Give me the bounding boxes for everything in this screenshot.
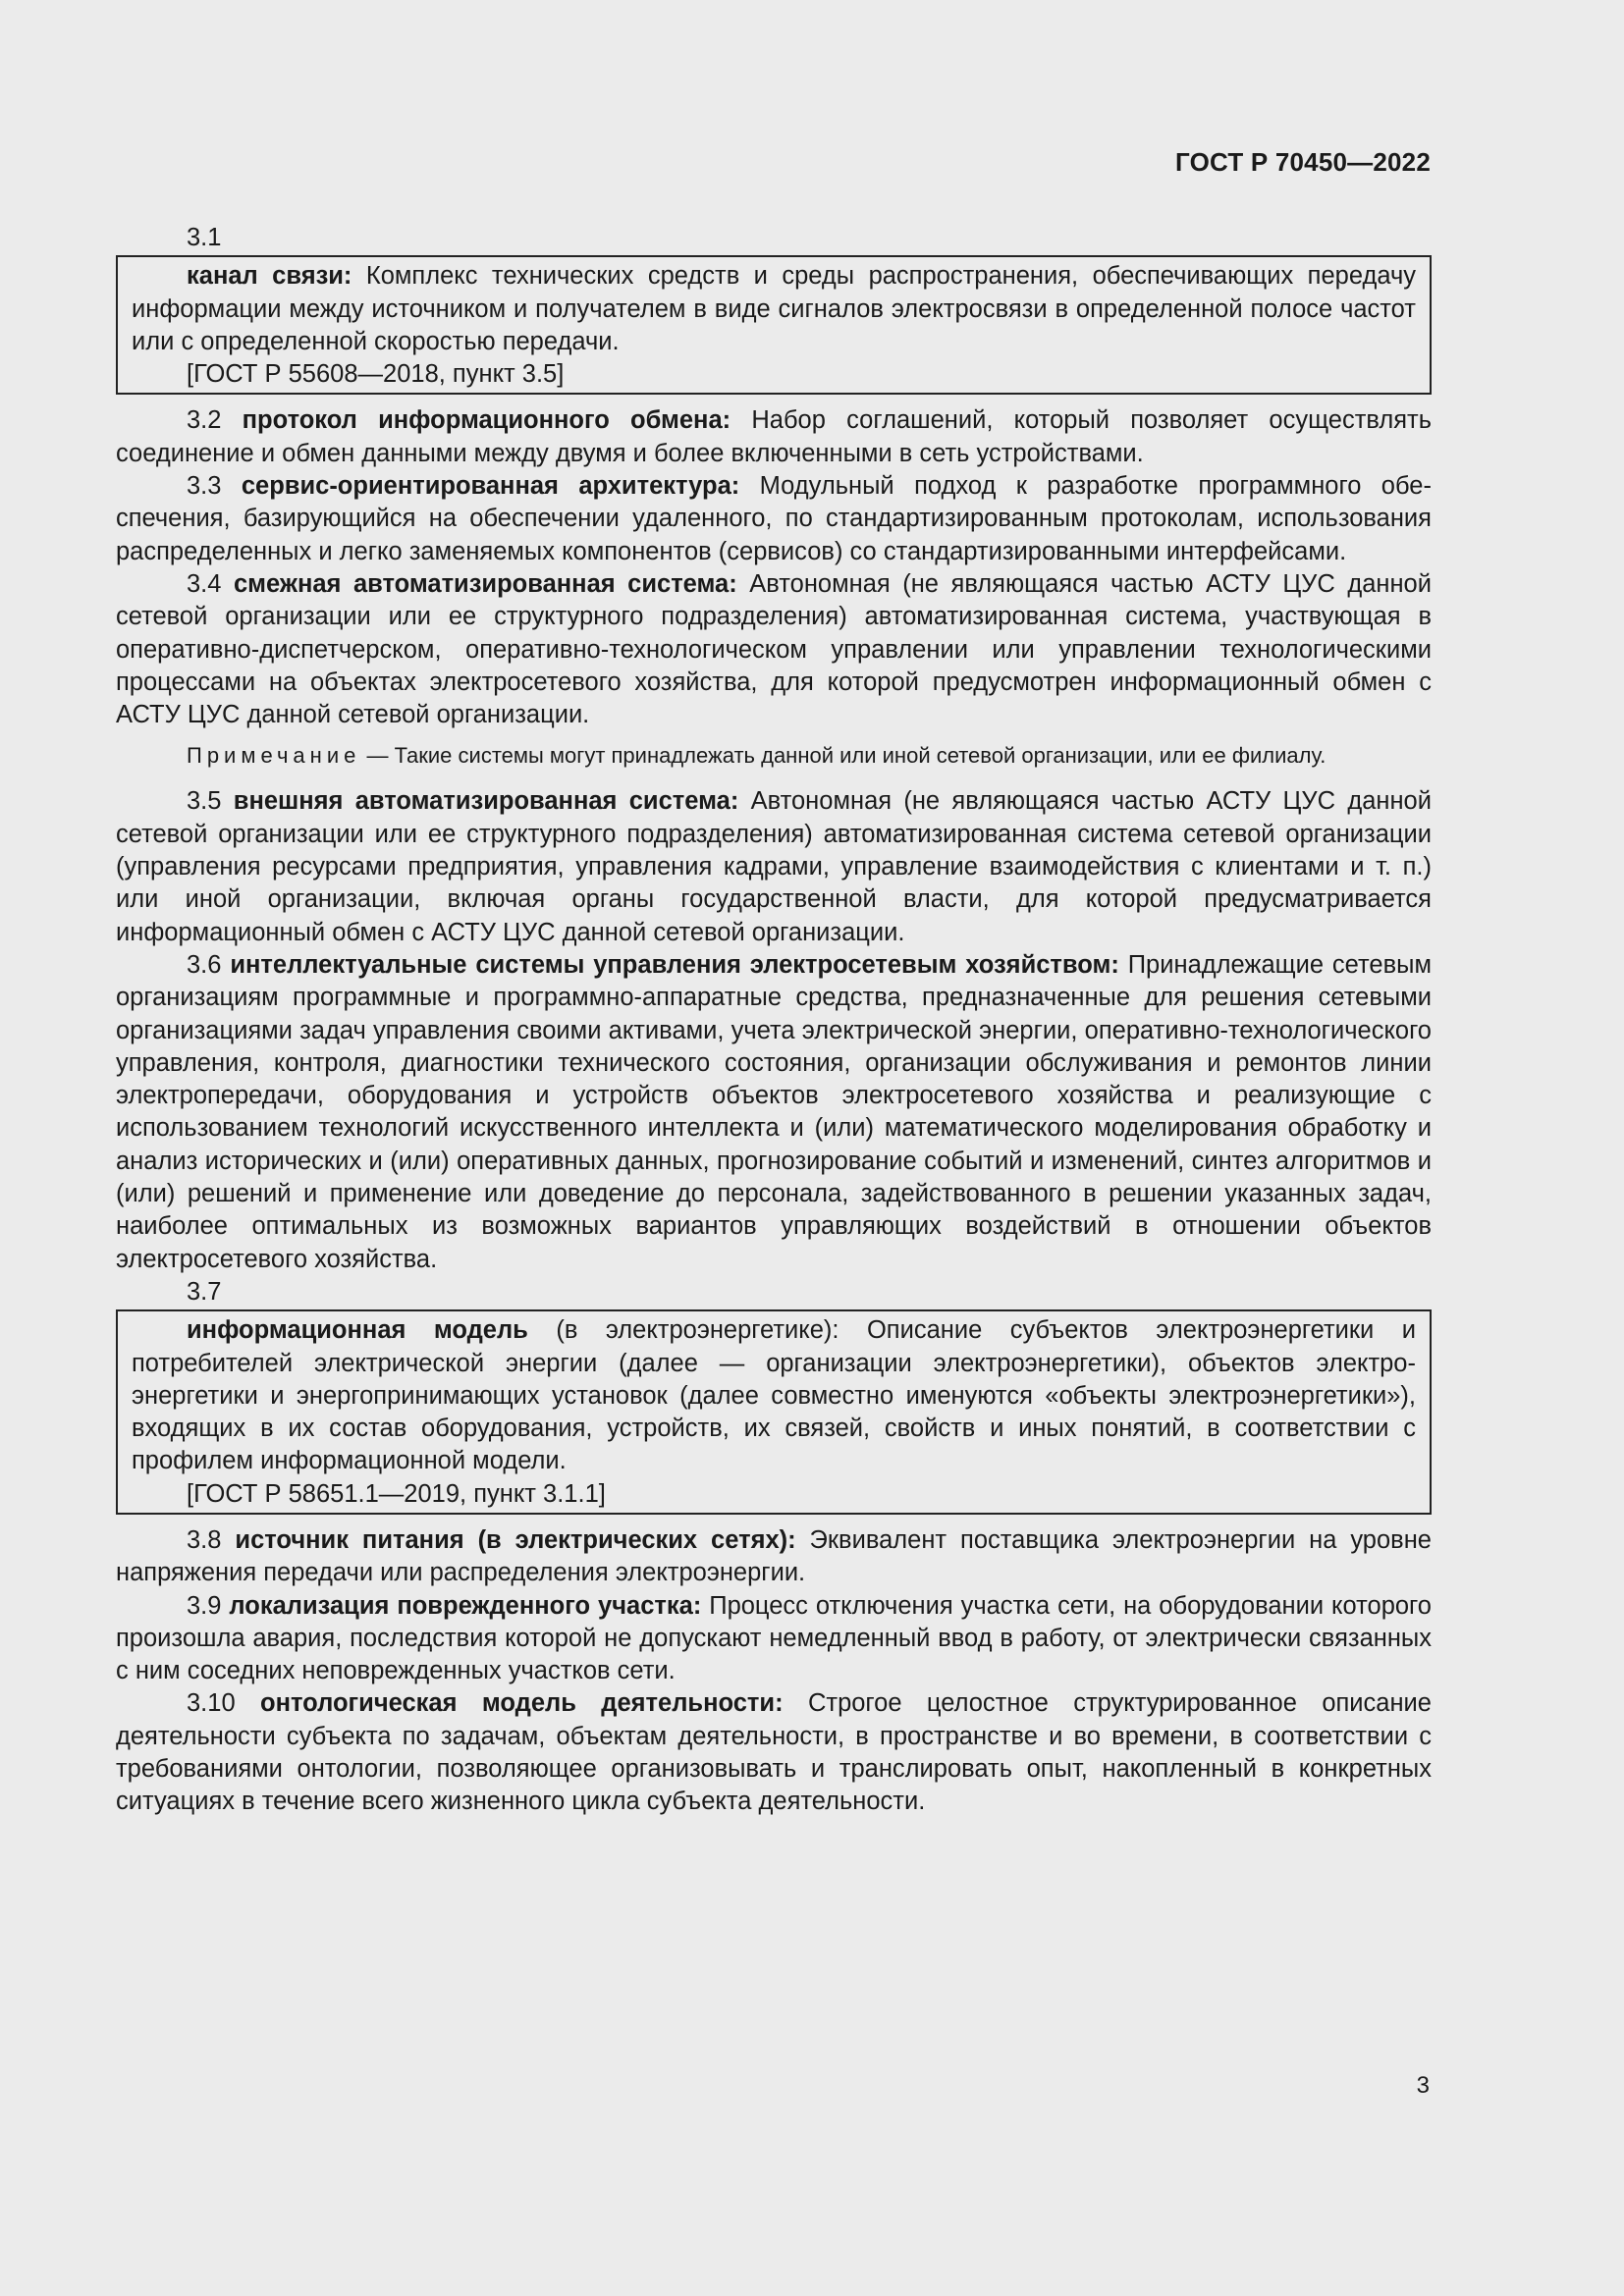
definition-text-3-8: Эквивалент поставщика электроэнергии на уровне напряжения передачи или распределения электроэнергии. bbox=[116, 1525, 1432, 1587]
number-3-6: 3.6 bbox=[187, 950, 231, 979]
definition-text-3-7: (в электроэнергетике): Описание субъектов электроэнергетики и потребителей электрической энергии (далее — организации электроэнергетики), объектов электроэнергетики и энергопринимающих установок (далее совместно именуются «объекты электроэнергетики»), входящих в их состав оборудования, устройств, их связей, свойств и иных понятий, в соответствии с профилем информационной модели. bbox=[132, 1316, 1416, 1475]
term-3-2: протокол информационного обмена: bbox=[242, 406, 731, 435]
term-3-7: информационная модель bbox=[187, 1316, 528, 1345]
number-3-5: 3.5 bbox=[187, 787, 234, 816]
document-body bbox=[116, 222, 1432, 1819]
note-text: Такие системы могут принадлежать данной или иной сетевой организации, или ее филиалу. bbox=[394, 743, 1326, 769]
definition-text-3-1: Комплекс технических средств и среды распространения, обеспечивающих передачу информации между источником и получателем в виде сигналов электросвязи в определенной полосе частот или с определенной скоростью передачи. bbox=[132, 262, 1416, 355]
number-3-8: 3.8 bbox=[187, 1525, 236, 1554]
definition-3-8 bbox=[116, 1524, 1432, 1590]
definition-3-9 bbox=[116, 1590, 1432, 1688]
quoted-definition-box-3-1 bbox=[116, 255, 1432, 395]
note bbox=[116, 739, 1432, 772]
definition-3-10 bbox=[116, 1687, 1432, 1818]
source-reference-3-1: [ГОСТ Р 55608—2018, пункт 3.5] bbox=[187, 360, 565, 389]
definition-3-6 bbox=[116, 949, 1432, 1276]
term-3-3: сервис-ориентированная архитектура: bbox=[241, 472, 740, 501]
definition-text-3-2: Набор соглашений, который позволяет осуществлять соединение и обмен данными между двумя и более включенными в сеть устройствами. bbox=[116, 406, 1432, 467]
definition-3-2 bbox=[116, 404, 1432, 470]
note-dash: — bbox=[360, 743, 395, 769]
item-3-7-number: 3.7 bbox=[187, 1277, 222, 1306]
definition-3-5 bbox=[116, 785, 1432, 948]
definition-text-3-10: Строгое целостное структурированное описание деятельности субъекта по задачам, объектам деятельности, в пространстве и во времени, в соответствии с требованиями онтологии, позволяющее организовывать и транслировать опыт, накопленный в конкретных ситуациях в течение всего жизненного цикла субъекта деятельности. bbox=[116, 1689, 1432, 1816]
number-3-2: 3.2 bbox=[187, 406, 243, 435]
term-3-10: онтологическая модель деятельности: bbox=[260, 1689, 784, 1718]
page-number: 3 bbox=[1416, 2072, 1430, 2099]
term-3-1: канал связи: bbox=[187, 262, 352, 291]
definition-text-3-3: Модульный подход к разработке программного обеспечения, базирующийся на обеспечении удаленного, по стандартизированным протоколам, использования распределенных и легко заменяемых компонентов (сервисов) со стандартизированными интерфейсами. bbox=[116, 472, 1432, 565]
term-3-6: интеллектуальные системы управления электросетевым хозяйством: bbox=[230, 950, 1119, 979]
number-3-10: 3.10 bbox=[187, 1689, 261, 1718]
definition-3-4 bbox=[116, 568, 1432, 731]
definition-3-1 bbox=[132, 260, 1416, 358]
number-3-9: 3.9 bbox=[187, 1591, 230, 1620]
number-3-3: 3.3 bbox=[187, 472, 242, 501]
quoted-definition-box-3-7 bbox=[116, 1309, 1432, 1515]
term-3-5: внешняя автоматизированная система: bbox=[233, 787, 739, 816]
term-3-9: локализация поврежденного участка: bbox=[229, 1591, 702, 1620]
note-label: Примечание bbox=[187, 743, 361, 769]
definition-text-3-6: Принадлежащие сетевым организациям программные и программно-аппаратные средства, предназначенные для решения сетевыми организациями задач управления своими активами, учета электрической энергии, оперативно-технологического управления, контроля, диагностики технического состояния, организации обслуживания и ремонтов линии электропередачи, оборудования и устройств объектов электросетевого хозяйства и реализующие с использованием технологий искусственного интеллекта и (или) математического моделирования обработку и анализ исторических и (или) оперативных данных, прогнозирование событий и изменений, синтез алгоритмов и (или) решений и применение или доведение до персонала, задействованного в решении указанных задач, наиболее оптимальных из возможных вариантов управляющих воздействий в отношении объектов электросетевого хозяйства. bbox=[116, 950, 1432, 1273]
document-header: ГОСТ Р 70450—2022 bbox=[1175, 147, 1431, 177]
number-3-4: 3.4 bbox=[187, 569, 234, 598]
definition-text-3-5: Автономная (не являющаяся частью АСТУ ЦУС данной сетевой организации или ее структурного подразделения) автоматизированная система сетевой организации (управления ресурсами предприятия, управления кадрами, управление взаимодействия с клиентами и т. п.) или иной организации, включая органы государственной власти, для которой предусматривается информационный обмен с АСТУ ЦУС данной сетевой организации. bbox=[116, 787, 1432, 946]
item-3-1-number: 3.1 bbox=[187, 224, 222, 251]
definition-text-3-4: Автономная (не являющаяся частью АСТУ ЦУС данной сетевой организации или ее структурного подразделения) автоматизированная система, участвующая в оперативно-диспетчерском, оперативно-технологическом управлении или управлении технологическими процессами на объектах электросетевого хозяйства, для которой предусмотрен информационный обмен с АСТУ ЦУС данной сетевой организации. bbox=[116, 569, 1432, 729]
term-3-4: смежная автоматизированная система: bbox=[233, 569, 737, 598]
source-reference-3-7: [ГОСТ Р 58651.1—2019, пункт 3.1.1] bbox=[187, 1479, 606, 1508]
definition-text-3-9: Процесс отключения участка сети, на оборудовании которого произошла авария, последствия которой не допускают немедленный ввод в работу, от электрически связанных с ним соседних неповрежденных участков сети. bbox=[116, 1591, 1432, 1685]
definition-3-7 bbox=[132, 1314, 1416, 1477]
term-3-8: источник питания (в электрических сетях): bbox=[235, 1525, 796, 1554]
definition-3-3 bbox=[116, 470, 1432, 568]
